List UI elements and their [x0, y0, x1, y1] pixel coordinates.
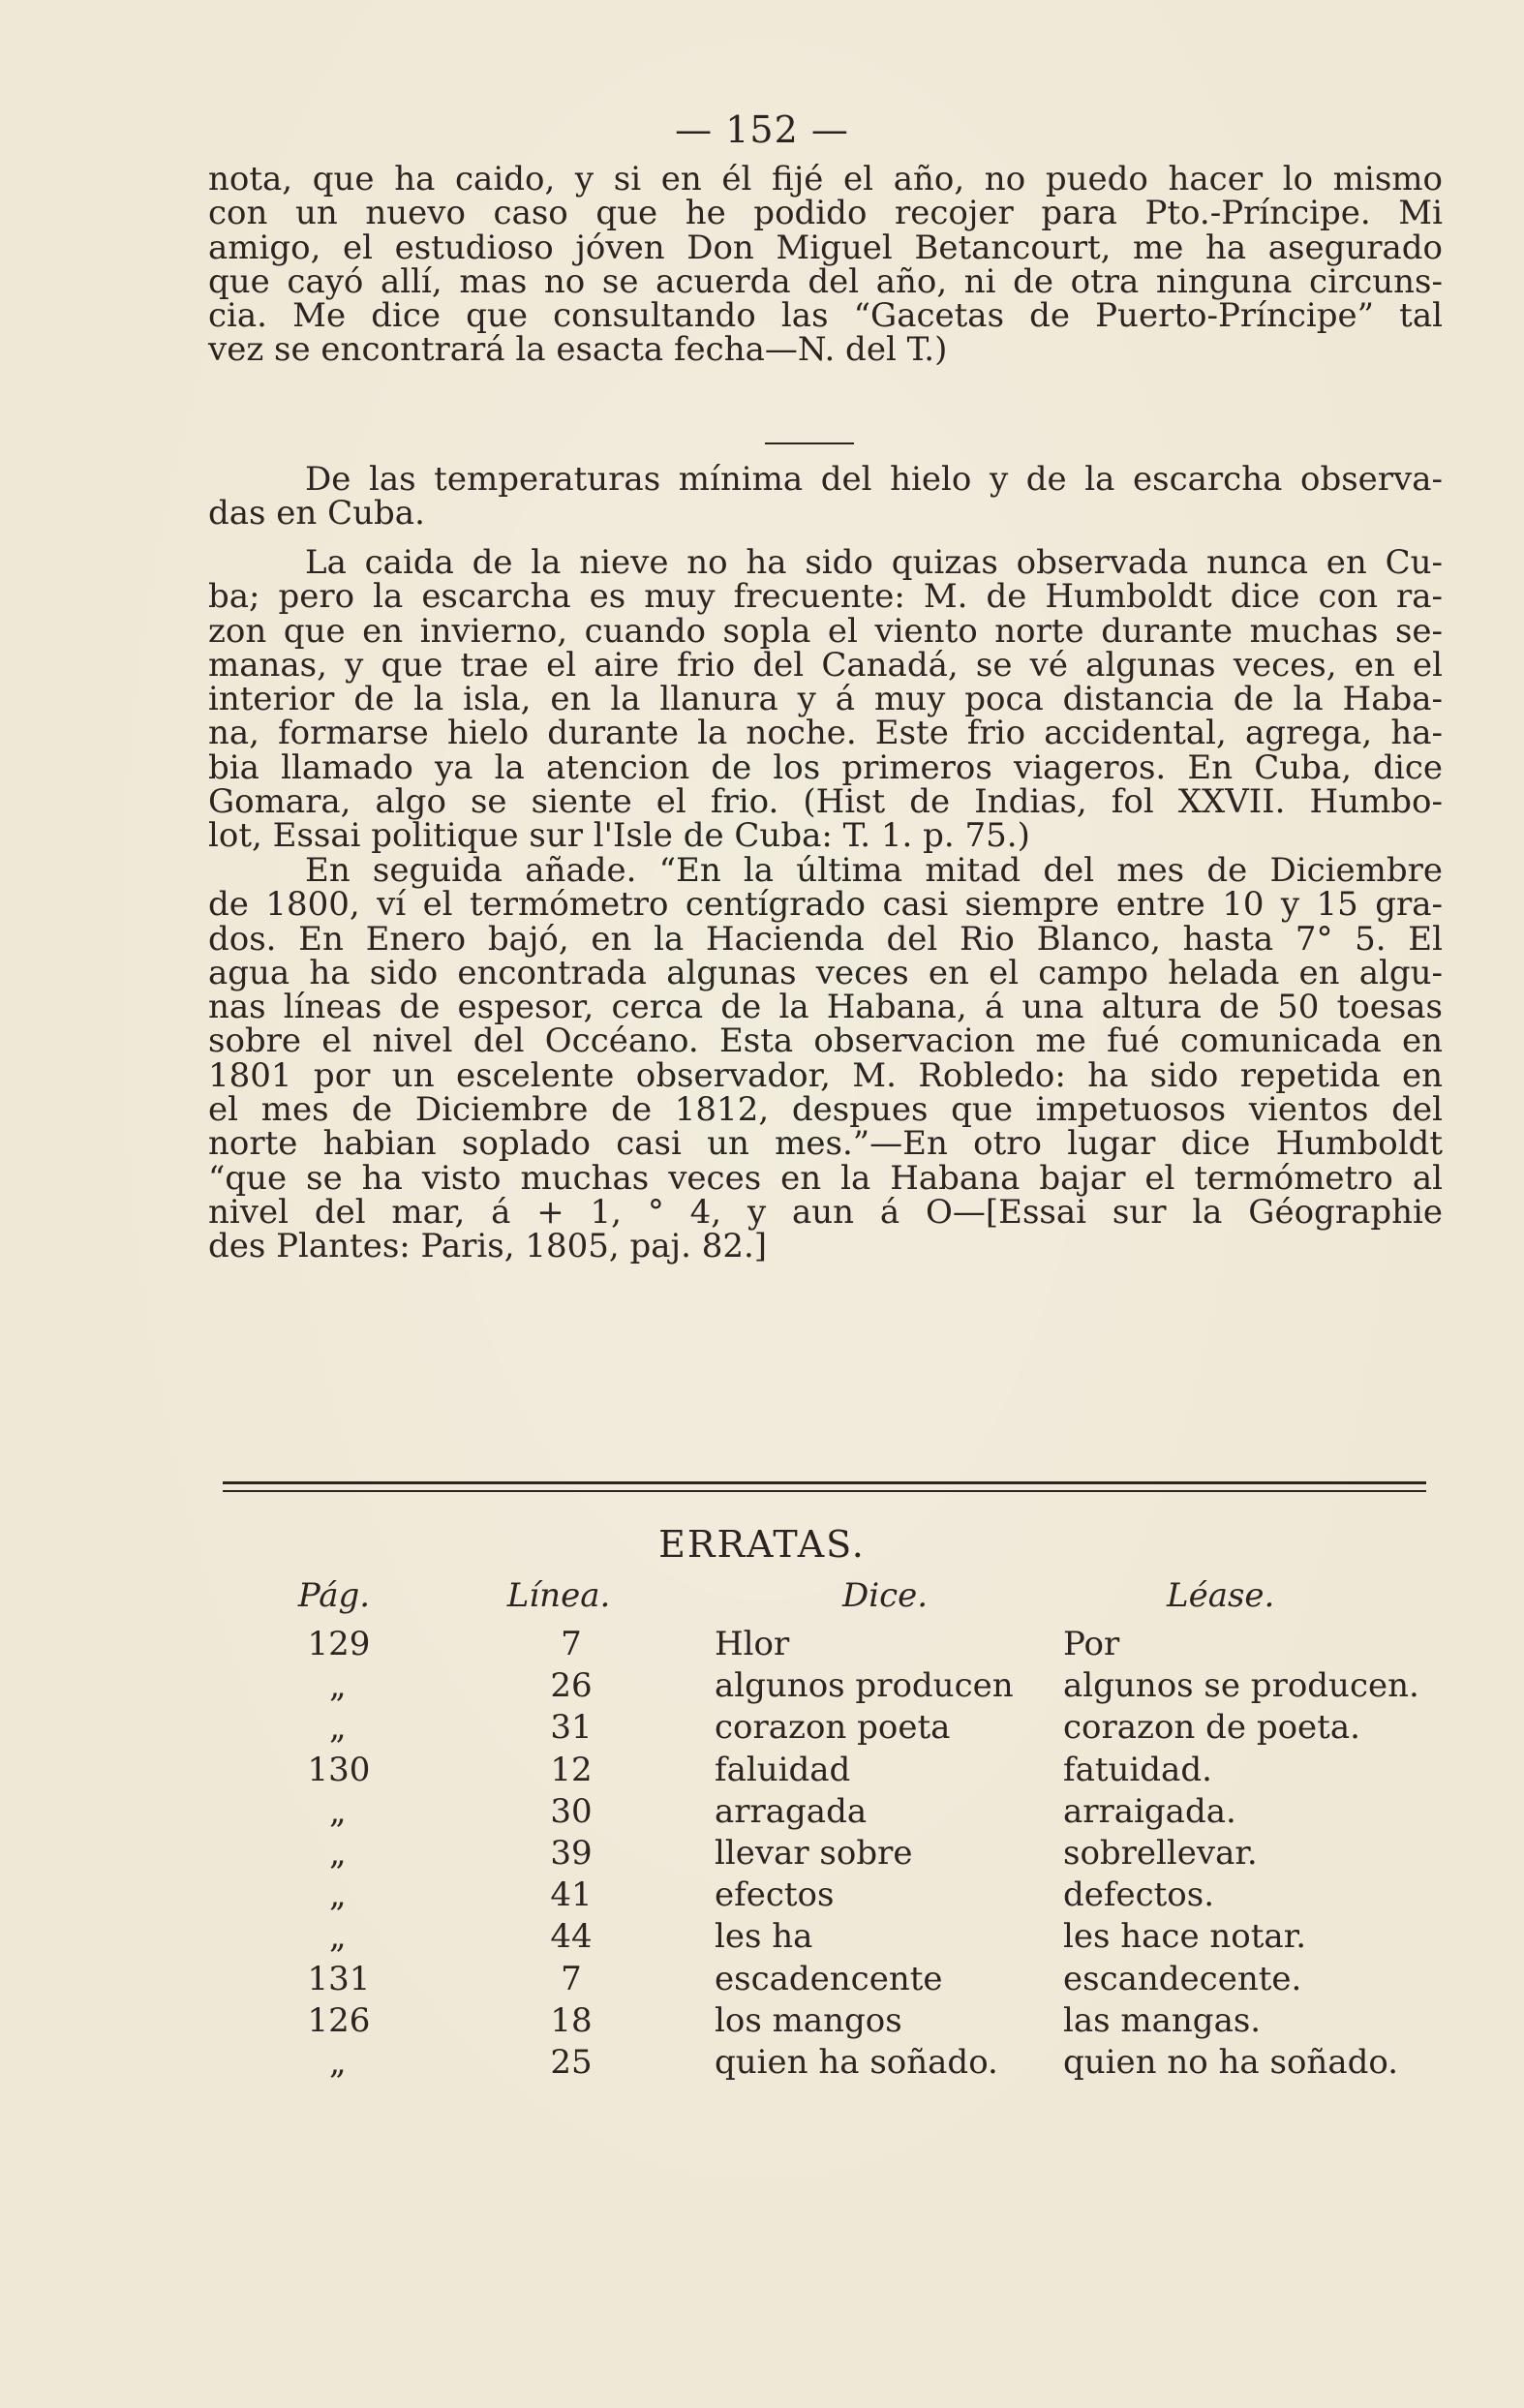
errata-cell-linea: 39	[550, 1833, 593, 1873]
errata-cell-linea: 41	[550, 1875, 593, 1915]
text-line: bia llamado ya la atencion de los primeros viageros. En Cuba, dice	[208, 747, 1443, 787]
text-line: sobre el nivel del Occéano. Esta observacion me fué comunicada en	[208, 1021, 1443, 1061]
errata-cell-dice: algunos producen	[715, 1666, 1014, 1706]
text-line: Gomara, algo se siente el frio. (Hist de Indias, fol XXVII. Humbo-	[208, 782, 1443, 822]
text-line: ba; pero la escarcha es muy frecuente: M. de Humboldt dice con ra-	[208, 577, 1443, 617]
errata-cell-lease: las mangas.	[1063, 2000, 1262, 2040]
errata-row	[261, 1792, 1462, 1834]
errata-cell-dice: llevar sobre	[715, 1833, 913, 1873]
errata-cell-lease: quien no ha soñado.	[1063, 2042, 1399, 2082]
errata-cell-pag: 126	[307, 2000, 371, 2040]
errata-cell-lease: les hace notar.	[1063, 1917, 1307, 1957]
errata-header-dice: Dice.	[842, 1576, 929, 1615]
errata-row	[261, 1666, 1462, 1708]
text-line: interior de la isla, en la llanura y á muy poca distancia de la Haba-	[208, 680, 1443, 719]
errata-cell-linea: 12	[550, 1750, 593, 1789]
section-divider	[765, 442, 854, 444]
errata-row	[261, 1875, 1462, 1917]
body-paragraph-humboldt-quote	[208, 851, 1443, 1266]
errata-cell-pag: 131	[307, 1959, 371, 1998]
errata-cell-dice: faluidad	[715, 1750, 851, 1789]
errata-header-linea: Línea.	[506, 1576, 611, 1615]
errata-cell-lease: corazon de poeta.	[1063, 1708, 1360, 1748]
errata-header-row	[261, 1576, 1462, 1625]
errata-cell-lease: sobrellevar.	[1063, 1833, 1258, 1873]
double-rule-divider	[223, 1481, 1426, 1492]
body-paragraph-frost	[208, 543, 1443, 856]
text-line: de 1800, ví el termómetro centígrado casi siempre entre 10 y 15 gra-	[208, 885, 1443, 925]
errata-row	[261, 2043, 1462, 2085]
text-line: 1801 por un escelente observador, M. Robledo: ha sido repetida en	[208, 1055, 1443, 1095]
errata-cell-pag: „	[329, 2042, 348, 2082]
errata-row	[261, 1834, 1462, 1875]
errata-cell-linea: 26	[550, 1666, 593, 1706]
errata-table	[261, 1576, 1462, 2085]
text-line: zon que en invierno, cuando sopla el viento norte durante muchas se-	[208, 611, 1443, 651]
errata-cell-linea: 7	[561, 1625, 582, 1663]
errata-cell-linea: 7	[561, 1959, 582, 1998]
text-line: agua ha sido encontrada algunas veces en el campo helada en algu-	[208, 953, 1443, 992]
text-line: des Plantes: Paris, 1805, paj. 82.]	[208, 1227, 768, 1266]
errata-cell-lease: algunos se producen.	[1063, 1666, 1419, 1706]
text-line: nas líneas de espesor, cerca de la Habana, á una altura de 50 toesas	[208, 988, 1443, 1027]
translator-note-paragraph	[208, 160, 1443, 370]
text-line: el mes de Diciembre de 1812, despues que impetuosos vientos del	[208, 1090, 1443, 1130]
errata-cell-dice: los mangos	[715, 2000, 902, 2040]
errata-header-lease: Léase.	[1167, 1576, 1275, 1615]
text-line: das en Cuba.	[208, 494, 425, 533]
text-line: que cayó allí, mas no se acuerda del año, ni de otra ninguna circuns-	[208, 261, 1443, 301]
text-line: nivel del mar, á + 1, ° 4, y aun á O—[Essai sur la Géographie	[208, 1192, 1443, 1232]
errata-row	[261, 1960, 1462, 2001]
text-line: vez se encontrará la esacta fecha—N. del T.)	[208, 330, 948, 370]
text-line: na, formarse hielo durante la noche. Este frio accidental, agrega, ha-	[208, 714, 1443, 753]
text-line: amigo, el estudioso jóven Don Miguel Betancourt, me ha asegurado	[208, 228, 1443, 267]
errata-cell-pag: „	[329, 1666, 348, 1706]
text-line: En seguida añade. “En la última mitad del mes de Diciembre	[305, 851, 1443, 890]
errata-cell-lease: fatuidad.	[1063, 1750, 1212, 1789]
errata-cell-pag: „	[329, 1708, 348, 1748]
errata-cell-pag: „	[329, 1875, 348, 1915]
errata-cell-linea: 31	[550, 1708, 593, 1748]
erratas-title: ERRATAS.	[658, 1523, 866, 1566]
text-line: De las temperaturas mínima del hielo y de la escarcha observa-	[305, 460, 1443, 499]
errata-cell-pag: „	[329, 1917, 348, 1957]
errata-row	[261, 1917, 1462, 1959]
text-line: nota, que ha caido, y si en él fijé el año, no puedo hacer lo mismo	[208, 160, 1443, 198]
text-line: lot, Essai politique sur l'Isle de Cuba: T. 1. p. 75.)	[208, 816, 1030, 856]
errata-cell-pag: „	[329, 1833, 348, 1873]
errata-cell-pag: 130	[307, 1750, 371, 1789]
errata-cell-dice: quien ha soñado.	[715, 2042, 998, 2082]
errata-cell-pag: 129	[307, 1625, 371, 1663]
text-line: cia. Me dice que consultando las “Gacetas de Puerto-Príncipe” tal	[208, 296, 1443, 336]
errata-cell-dice: corazon poeta	[715, 1708, 951, 1748]
page-number: — 152 —	[675, 108, 849, 151]
errata-cell-lease: arraigada.	[1063, 1791, 1236, 1831]
errata-row	[261, 1625, 1462, 1666]
errata-cell-lease: escandecente.	[1063, 1959, 1302, 1998]
errata-cell-linea: 44	[550, 1917, 593, 1957]
errata-cell-lease: defectos.	[1063, 1875, 1215, 1915]
errata-cell-dice: efectos	[715, 1875, 835, 1915]
errata-cell-dice: les ha	[715, 1917, 813, 1957]
errata-cell-dice: escadencente	[715, 1959, 943, 1998]
errata-cell-linea: 25	[550, 2042, 593, 2082]
text-line: manas, y que trae el aire frio del Canadá, se vé algunas veces, en el	[208, 645, 1443, 685]
errata-row	[261, 2001, 1462, 2043]
errata-cell-dice: Hlor	[715, 1625, 790, 1663]
errata-cell-lease: Por	[1063, 1625, 1120, 1663]
errata-cell-linea: 30	[550, 1791, 593, 1831]
text-line: La caida de la nieve no ha sido quizas observada nunca en Cu-	[305, 543, 1443, 582]
text-line: norte habian soplado casi un mes.”—En otro lugar dice Humboldt	[208, 1124, 1443, 1164]
text-line: dos. En Enero bajó, en la Hacienda del Rio Blanco, hasta 7° 5. El	[208, 919, 1443, 959]
errata-cell-pag: „	[329, 1791, 348, 1831]
text-line: “que se ha visto muchas veces en la Habana bajar el termómetro al	[208, 1158, 1443, 1198]
errata-cell-dice: arragada	[715, 1791, 868, 1831]
errata-header-pag: Pág.	[297, 1576, 371, 1615]
section-heading-paragraph	[208, 460, 1443, 533]
text-line: con un nuevo caso que he podido recojer para Pto.-Príncipe. Mi	[208, 194, 1443, 233]
errata-row	[261, 1708, 1462, 1750]
errata-cell-linea: 18	[550, 2000, 593, 2040]
errata-row	[261, 1751, 1462, 1792]
